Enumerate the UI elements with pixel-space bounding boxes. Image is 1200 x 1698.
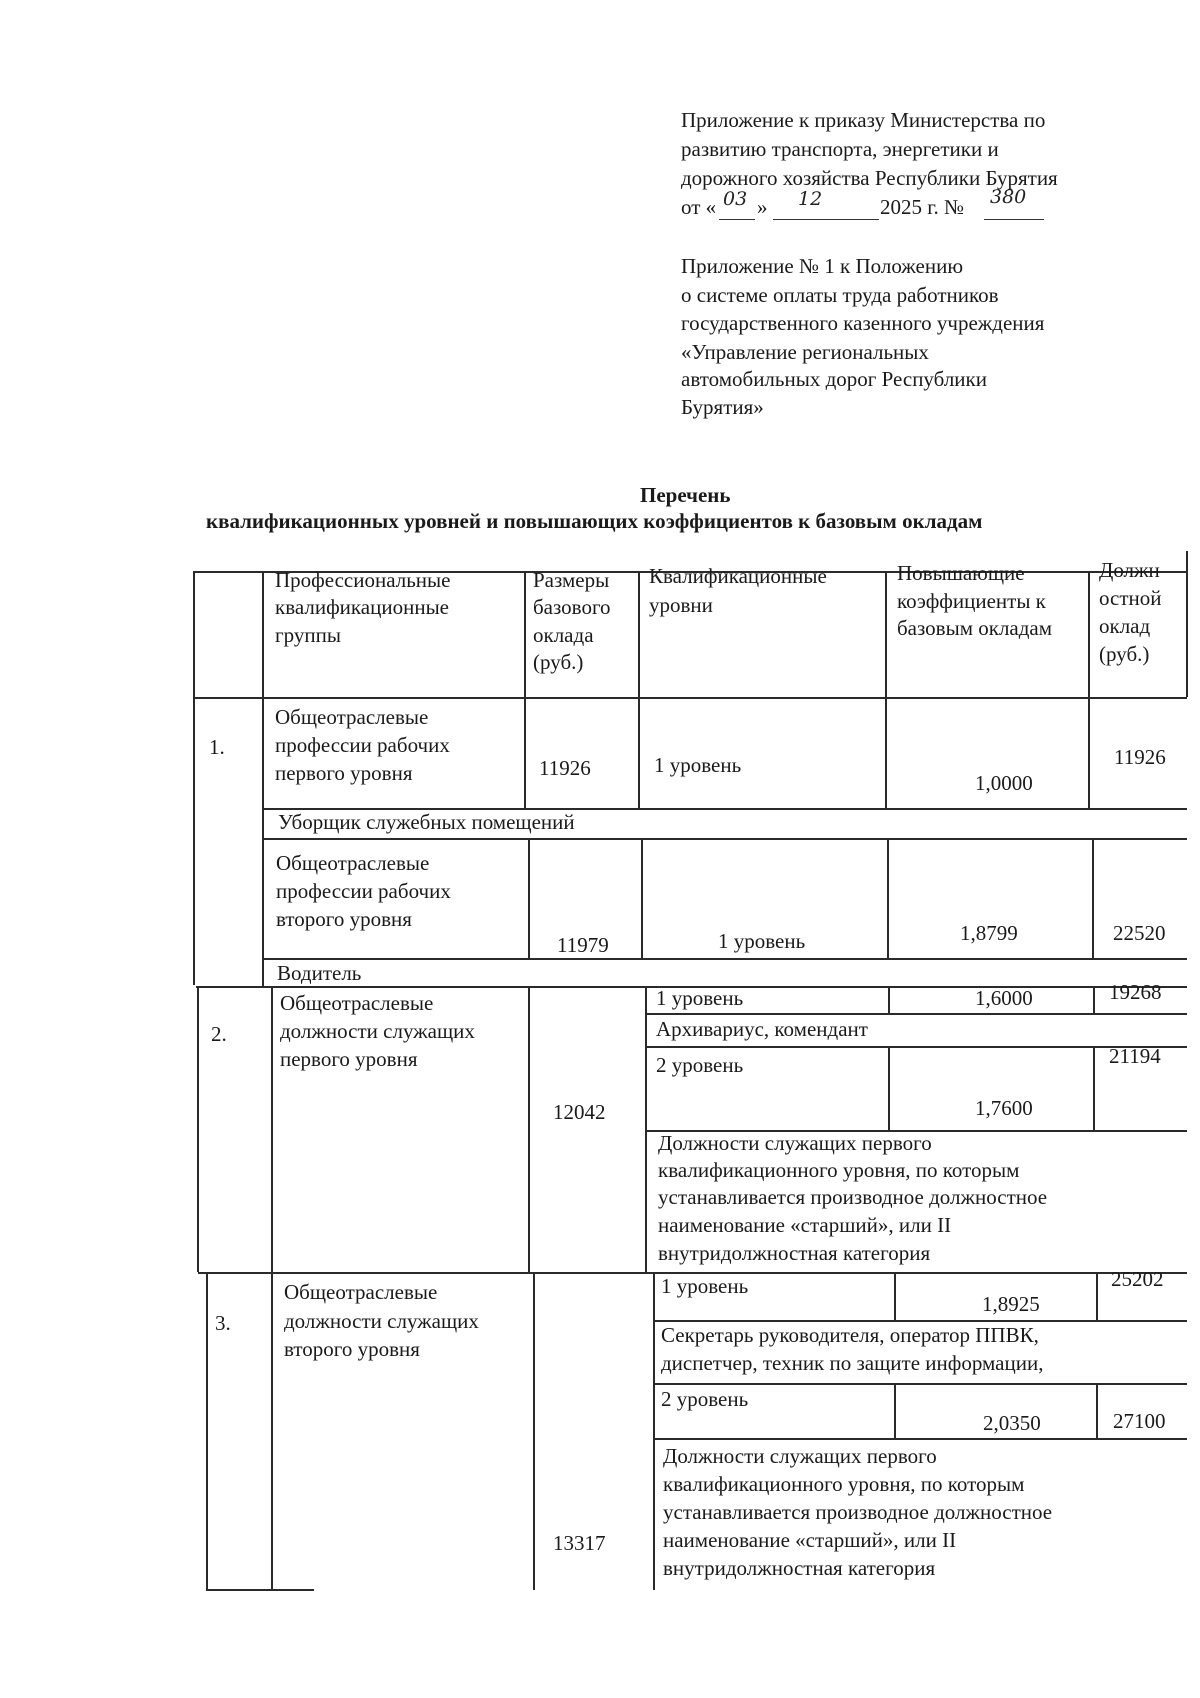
positions-list: Уборщик служебных помещений: [278, 810, 575, 834]
group-name: Общеотраслевые: [275, 705, 429, 729]
row-number: 3.: [215, 1311, 231, 1335]
annex-line: автомобильных дорог Республики: [681, 367, 987, 391]
date-day-underline: [719, 219, 755, 220]
group-name: Общеотраслевые: [284, 1280, 438, 1304]
positions-list: устанавливается производное должностное: [663, 1500, 1053, 1524]
coefficient: 1,8925: [982, 1292, 1040, 1316]
positions-list: устанавливается производное должностное: [658, 1185, 1048, 1209]
column-header: Размеры: [533, 568, 610, 592]
date-day: 03: [723, 188, 748, 210]
order-number: 380: [990, 186, 1027, 208]
positions-list: Водитель: [277, 961, 362, 985]
row-number: 2.: [211, 1022, 227, 1046]
column-header: группы: [275, 623, 341, 647]
position-salary: 19268: [1109, 980, 1162, 1004]
column-header: Квалификационные: [649, 564, 827, 588]
column-header: оклада: [533, 623, 594, 647]
group-name: первого уровня: [275, 761, 413, 785]
order-line: развитию транспорта, энергетики и: [681, 137, 999, 161]
positions-list: внутридолжностная категория: [663, 1556, 936, 1580]
order-line: Приложение к приказу Министерства по: [681, 108, 1046, 132]
date-prefix: от «: [681, 195, 717, 219]
column-header: квалификационные: [275, 595, 449, 619]
order-line: дорожного хозяйства Республики Бурятия: [681, 166, 1058, 190]
annex-line: «Управление региональных: [681, 340, 929, 364]
column-header: коэффициенты к: [897, 589, 1046, 613]
positions-list: Должности служащих первого: [658, 1131, 932, 1155]
column-header: уровни: [649, 593, 713, 617]
group-name: Общеотраслевые: [276, 851, 430, 875]
group-name: первого уровня: [280, 1047, 418, 1071]
group-name: профессии рабочих: [275, 733, 450, 757]
date-mid: »: [757, 195, 768, 219]
column-header: Профессиональные: [275, 568, 451, 592]
positions-list: квалификационного уровня, по которым: [658, 1158, 1020, 1182]
document-subtitle: квалификационных уровней и повышающих коэффициентов к базовым окладам: [206, 509, 983, 533]
qualification-level: 1 уровень: [661, 1274, 749, 1298]
column-header: (руб.): [1099, 642, 1150, 666]
positions-list: внутридолжностная категория: [658, 1241, 931, 1265]
annex-line: государственного казенного учреждения: [681, 311, 1045, 335]
position-salary: 11926: [1114, 745, 1166, 769]
row-number: 1.: [209, 735, 225, 759]
positions-list: Архивариус, комендант: [656, 1017, 868, 1041]
date-year: 2025 г. №: [880, 195, 965, 219]
base-salary: 11979: [557, 933, 609, 957]
group-name: второго уровня: [284, 1337, 420, 1361]
group-name: второго уровня: [276, 907, 412, 931]
qualification-level: 2 уровень: [661, 1387, 749, 1411]
position-salary: 27100: [1113, 1409, 1166, 1433]
base-salary: 11926: [539, 756, 591, 780]
column-header: базового: [533, 595, 611, 619]
positions-list: наименование «старший», или II: [663, 1528, 957, 1552]
date-month-underline: [773, 219, 879, 220]
position-salary: 21194: [1109, 1044, 1161, 1068]
group-name: Общеотраслевые: [280, 991, 434, 1015]
qualification-level: 1 уровень: [656, 986, 744, 1010]
coefficient: 1,0000: [975, 771, 1033, 795]
coefficient: 2,0350: [983, 1411, 1041, 1435]
column-header: Повышающие: [897, 561, 1025, 585]
position-salary: 22520: [1113, 921, 1166, 945]
group-name: должности служащих: [284, 1309, 479, 1333]
column-header: (руб.): [533, 650, 584, 674]
annex-line: о системе оплаты труда работников: [681, 283, 999, 307]
position-salary: 25202: [1111, 1267, 1164, 1291]
positions-list: Должности служащих первого: [663, 1444, 937, 1468]
positions-list: диспетчер, техник по защите информации,: [661, 1351, 1044, 1375]
annex-line: Бурятия»: [681, 395, 764, 419]
qualification-level: 1 уровень: [654, 753, 742, 777]
positions-list: Секретарь руководителя, оператор ППВК,: [661, 1323, 1039, 1347]
base-salary: 13317: [553, 1531, 606, 1555]
qualification-level: 1 уровень: [718, 929, 806, 953]
document-title: Перечень: [640, 483, 731, 507]
coefficient: 1,6000: [975, 986, 1033, 1010]
coefficient: 1,7600: [975, 1096, 1033, 1120]
column-header: Должн: [1099, 558, 1160, 582]
coefficient: 1,8799: [960, 921, 1018, 945]
group-name: должности служащих: [280, 1019, 475, 1043]
column-header: базовым окладам: [897, 616, 1053, 640]
column-header: остной: [1099, 586, 1162, 610]
positions-list: квалификационного уровня, по которым: [663, 1472, 1025, 1496]
qualification-level: 2 уровень: [656, 1053, 744, 1077]
column-header: оклад: [1099, 614, 1151, 638]
date-month: 12: [798, 188, 823, 210]
group-name: профессии рабочих: [276, 879, 451, 903]
positions-list: наименование «старший», или II: [658, 1213, 952, 1237]
base-salary: 12042: [553, 1100, 606, 1124]
annex-line: Приложение № 1 к Положению: [681, 254, 964, 278]
order-number-underline: [984, 219, 1044, 220]
